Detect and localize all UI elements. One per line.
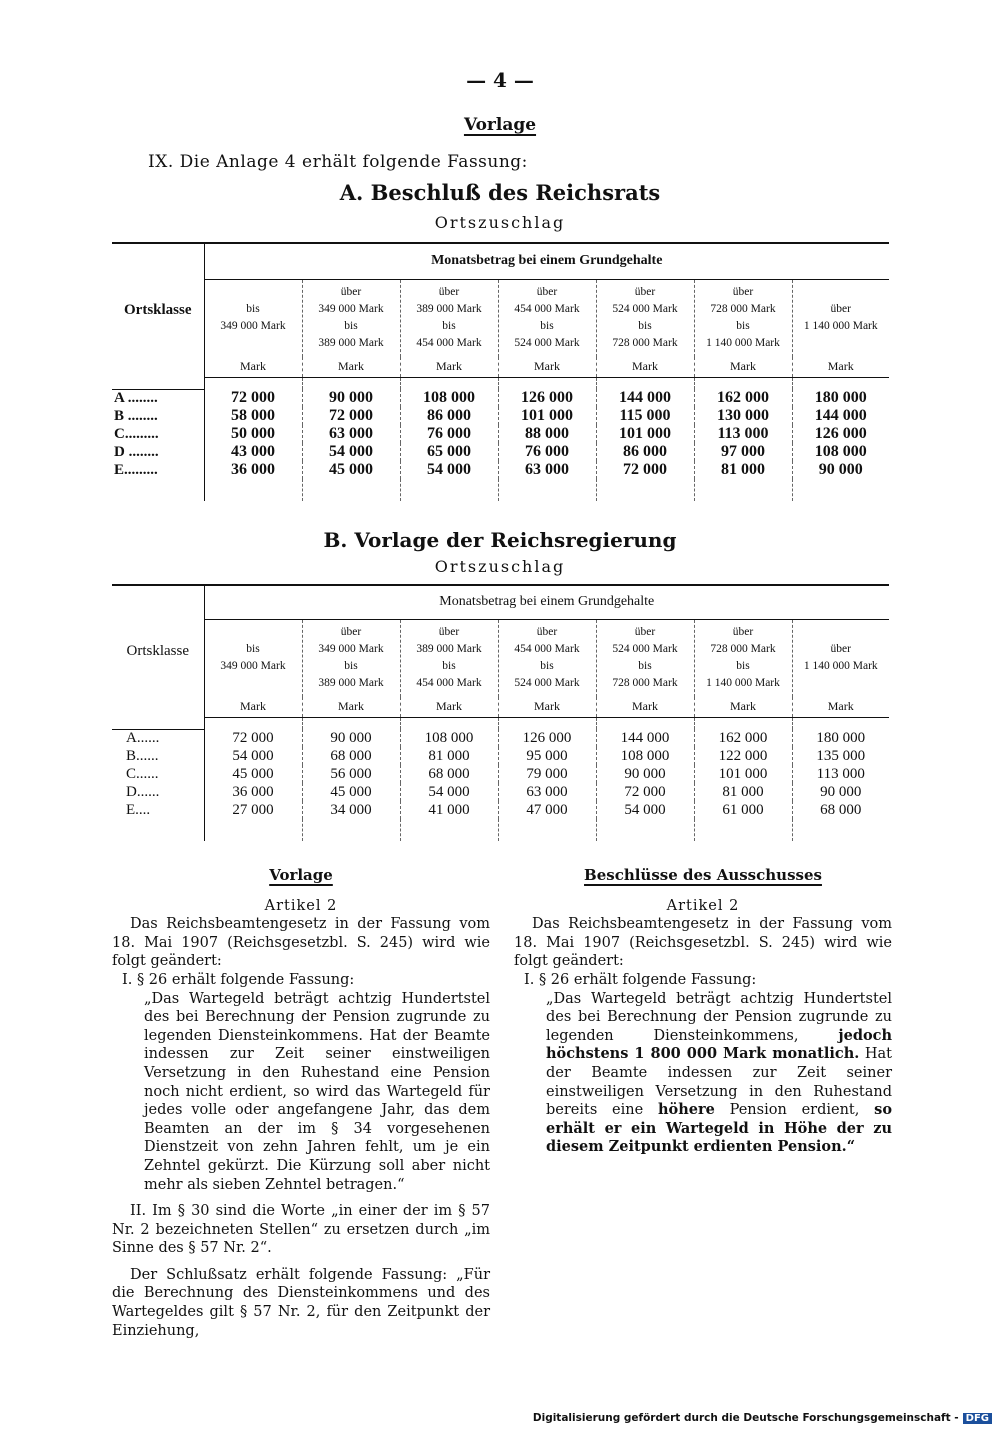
table-cell: 76 000 xyxy=(498,443,596,461)
right-article: Artikel 2 xyxy=(666,897,740,914)
table-a-unit: Mark xyxy=(498,357,596,377)
table-cell: 90 000 xyxy=(792,461,889,479)
footer-text: Digitalisierung gefördert durch die Deutsche Forschungsgemeinschaft - xyxy=(532,1412,959,1424)
table-b-col-header: über 524 000 Mark bis 728 000 Mark xyxy=(596,619,694,697)
table-cell: 113 000 xyxy=(694,425,792,443)
table-row xyxy=(112,729,889,747)
table-cell: 126 000 xyxy=(498,389,596,407)
table-b-unit: Mark xyxy=(302,697,400,717)
table-cell: 101 000 xyxy=(498,407,596,425)
table-row xyxy=(112,389,889,407)
table-b-column-headers xyxy=(112,619,889,697)
table-cell: 79 000 xyxy=(498,765,596,783)
right-p3-text-c: Hat der Beamte indessen zur Zeit seiner einstweiligen Versetzung in den Ruhestand bereits eine xyxy=(546,1046,892,1119)
table-cell: 115 000 xyxy=(596,407,694,425)
table-cell: 72 000 xyxy=(596,461,694,479)
table-cell: 72 000 xyxy=(204,389,302,407)
table-cell: 90 000 xyxy=(302,389,400,407)
table-a-column-headers xyxy=(112,279,889,357)
table-cell: 108 000 xyxy=(792,443,889,461)
table-cell: 47 000 xyxy=(498,801,596,819)
table-cell: 101 000 xyxy=(694,765,792,783)
table-row xyxy=(112,425,889,443)
right-p3-bold-higher: höhere xyxy=(657,1101,715,1119)
table-cell: 45 000 xyxy=(302,783,400,801)
table-cell: 162 000 xyxy=(694,389,792,407)
intro-line: IX. Die Anlage 4 erhält folgende Fassung: xyxy=(148,152,528,172)
page-number: — 4 — xyxy=(466,68,534,92)
row-label: D...... xyxy=(126,783,160,800)
table-cell: 135 000 xyxy=(792,747,889,765)
table-cell: 54 000 xyxy=(204,747,302,765)
table-cell: 88 000 xyxy=(498,425,596,443)
section-a-title: A. Beschluß des Reichsrats xyxy=(339,180,661,205)
table-cell: 72 000 xyxy=(596,783,694,801)
table-cell: 86 000 xyxy=(596,443,694,461)
footer-credit xyxy=(533,1412,992,1424)
table-b-col-header: bis 349 000 Mark xyxy=(204,619,302,697)
table-b-col-header: über 728 000 Mark bis 1 140 000 Mark xyxy=(694,619,792,697)
table-a-unit: Mark xyxy=(596,357,694,377)
table-b xyxy=(112,584,889,841)
table-a xyxy=(112,242,889,501)
table-cell: 36 000 xyxy=(204,461,302,479)
table-cell: 81 000 xyxy=(400,747,498,765)
table-a-corner: Ortsklasse xyxy=(112,243,204,377)
table-cell: 68 000 xyxy=(302,747,400,765)
table-cell: 97 000 xyxy=(694,443,792,461)
table-row xyxy=(112,747,889,765)
table-cell: 90 000 xyxy=(302,729,400,747)
table-cell: 54 000 xyxy=(400,783,498,801)
table-b-col-header: über 349 000 Mark bis 389 000 Mark xyxy=(302,619,400,697)
table-cell: 180 000 xyxy=(792,729,889,747)
table-b-unit: Mark xyxy=(204,697,302,717)
right-heading xyxy=(514,866,892,885)
left-paragraph-3: „Das Wartegeld beträgt achtzig Hundertstel des bei Berechnung der Pension zugrunde zu legenden Diensteinkommens. Hat der Beamte indessen zur Zeit seiner einstweiligen Versetzung in den Ruhestand eine Pension noch nicht erdient, so wird das Wartegeld für jedes volle oder angefangene Jahr, das dem Beamten an der im § 34 vorgesehenen Dienstzeit von zehn Jahren fehlt, um je ein Zehntel gekürzt. Die Kürzung soll aber nicht mehr als sieben Zehntel betragen.“ xyxy=(144,990,490,1193)
table-cell: 72 000 xyxy=(204,729,302,747)
table-cell: 54 000 xyxy=(302,443,400,461)
table-a-unit: Mark xyxy=(302,357,400,377)
section-b-subtitle: Ortszuschlag xyxy=(434,557,566,576)
table-cell: 43 000 xyxy=(204,443,302,461)
table-cell: 122 000 xyxy=(694,747,792,765)
table-cell: 108 000 xyxy=(400,729,498,747)
table-cell: 72 000 xyxy=(302,407,400,425)
table-cell: 41 000 xyxy=(400,801,498,819)
row-label: B...... xyxy=(126,747,159,764)
table-cell: 130 000 xyxy=(694,407,792,425)
table-b-unit: Mark xyxy=(596,697,694,717)
table-cell: 27 000 xyxy=(204,801,302,819)
table-cell: 162 000 xyxy=(694,729,792,747)
table-cell: 63 000 xyxy=(302,425,400,443)
table-row xyxy=(112,801,889,819)
table-cell: 34 000 xyxy=(302,801,400,819)
row-label: D ........ xyxy=(114,443,159,460)
table-cell: 90 000 xyxy=(596,765,694,783)
row-label: C......... xyxy=(114,425,159,442)
left-paragraph-1: Das Reichsbeamtengesetz in der Fassung vom 18. Mai 1907 (Reichsgesetzbl. S. 245) wird wie folgt geändert: xyxy=(112,916,490,970)
left-heading xyxy=(112,866,490,885)
table-b-col-header: über 454 000 Mark bis 524 000 Mark xyxy=(498,619,596,697)
table-row xyxy=(112,443,889,461)
table-cell: 54 000 xyxy=(596,801,694,819)
left-heading-text: Vorlage xyxy=(269,866,333,884)
section-b-title: B. Vorlage der Reichsregierung xyxy=(323,528,677,552)
table-a-unit: Mark xyxy=(204,357,302,377)
row-label: C...... xyxy=(126,765,159,782)
table-a-unit: Mark xyxy=(792,357,889,377)
row-label: E.... xyxy=(126,801,151,818)
right-p3-bold-end: so erhält er ein Wartegeld in Höhe der zu diesem Zeitpunkt erdienten Pension.“ xyxy=(546,1101,892,1156)
table-cell: 108 000 xyxy=(400,389,498,407)
table-b-group-header: Monatsbetrag bei einem Grundgehalte xyxy=(204,585,889,619)
table-a-col-header: über 728 000 Mark bis 1 140 000 Mark xyxy=(694,279,792,357)
table-a-col-header: über 454 000 Mark bis 524 000 Mark xyxy=(498,279,596,357)
table-a-unit-row xyxy=(112,357,889,377)
table-a-unit: Mark xyxy=(400,357,498,377)
left-paragraph-4: II. Im § 30 sind die Worte „in einer der im § 57 Nr. 2 bezeichneten Stellen“ zu ersetzen durch „im Sinne des § 57 Nr. 2“. xyxy=(112,1203,490,1257)
table-b-unit: Mark xyxy=(400,697,498,717)
row-label: A...... xyxy=(126,729,160,746)
right-p3-bold-max: jedoch höchstens 1 800 000 Mark monatlich. xyxy=(546,1026,892,1063)
table-cell: 45 000 xyxy=(302,461,400,479)
left-paragraph-5: Der Schlußsatz erhält folgende Fassung: „Für die Berechnung des Diensteinkommens und des Wartegeldes gilt § 57 Nr. 2, für den Zeitpunkt der Einziehung, xyxy=(112,1266,490,1339)
table-cell: 90 000 xyxy=(792,783,889,801)
right-p3-text-a: „Das Wartegeld beträgt achtzig Hundertstel des bei Berechnung der Pension zugrunde zu legenden Diensteinkommens, xyxy=(546,990,892,1044)
table-cell: 63 000 xyxy=(498,461,596,479)
table-row xyxy=(112,765,889,783)
heading-vorlage-text: Vorlage xyxy=(463,115,537,135)
table-a-unit: Mark xyxy=(694,357,792,377)
table-cell: 144 000 xyxy=(596,389,694,407)
right-paragraph-2: I. § 26 erhält folgende Fassung: xyxy=(524,971,757,988)
table-a-col-header: über 524 000 Mark bis 728 000 Mark xyxy=(596,279,694,357)
table-cell: 86 000 xyxy=(400,407,498,425)
left-column xyxy=(112,866,490,1340)
table-cell: 36 000 xyxy=(204,783,302,801)
table-cell: 81 000 xyxy=(694,783,792,801)
right-paragraph-1: Das Reichsbeamtengesetz in der Fassung vom 18. Mai 1907 (Reichsgesetzbl. S. 245) wird wie folgt geändert: xyxy=(514,916,892,970)
row-label: E......... xyxy=(114,461,158,478)
table-cell: 68 000 xyxy=(792,801,889,819)
table-cell: 76 000 xyxy=(400,425,498,443)
table-b-col-header: über 1 140 000 Mark xyxy=(792,619,889,697)
section-a-subtitle: Ortszuschlag xyxy=(434,213,566,232)
table-cell: 68 000 xyxy=(400,765,498,783)
table-cell: 61 000 xyxy=(694,801,792,819)
table-cell: 95 000 xyxy=(498,747,596,765)
table-cell: 113 000 xyxy=(792,765,889,783)
table-cell: 180 000 xyxy=(792,389,889,407)
table-cell: 63 000 xyxy=(498,783,596,801)
table-a-col-header: über 389 000 Mark bis 454 000 Mark xyxy=(400,279,498,357)
right-heading-text: Beschlüsse des Ausschusses xyxy=(584,866,822,884)
table-cell: 65 000 xyxy=(400,443,498,461)
row-label: B ........ xyxy=(114,407,158,424)
table-a-col-header: über 1 140 000 Mark xyxy=(792,279,889,357)
left-article: Artikel 2 xyxy=(264,897,338,914)
left-paragraph-2: I. § 26 erhält folgende Fassung: xyxy=(122,971,355,988)
table-a-col-header: bis 349 000 Mark xyxy=(204,279,302,357)
table-cell: 56 000 xyxy=(302,765,400,783)
table-cell: 50 000 xyxy=(204,425,302,443)
table-b-unit: Mark xyxy=(694,697,792,717)
right-p3-text-e: Pension erdient, xyxy=(729,1102,860,1119)
table-a-group-header: Monatsbetrag bei einem Grundgehalte xyxy=(204,243,889,279)
table-cell: 144 000 xyxy=(792,407,889,425)
row-label: A ........ xyxy=(114,389,158,406)
table-cell: 101 000 xyxy=(596,425,694,443)
table-b-corner: Ortsklasse xyxy=(112,585,204,717)
table-cell: 126 000 xyxy=(498,729,596,747)
right-column xyxy=(514,866,892,1157)
table-b-unit: Mark xyxy=(792,697,889,717)
table-b-unit-row xyxy=(112,697,889,717)
table-cell: 126 000 xyxy=(792,425,889,443)
table-b-col-header: über 389 000 Mark bis 454 000 Mark xyxy=(400,619,498,697)
dfg-logo: DFG xyxy=(963,1413,992,1424)
right-paragraph-3 xyxy=(514,990,892,1157)
table-a-col-header: über 349 000 Mark bis 389 000 Mark xyxy=(302,279,400,357)
table-cell: 58 000 xyxy=(204,407,302,425)
table-cell: 108 000 xyxy=(596,747,694,765)
table-row xyxy=(112,783,889,801)
table-b-unit: Mark xyxy=(498,697,596,717)
heading-vorlage xyxy=(0,115,1000,135)
table-row xyxy=(112,461,889,479)
table-cell: 45 000 xyxy=(204,765,302,783)
table-row xyxy=(112,407,889,425)
table-cell: 54 000 xyxy=(400,461,498,479)
table-cell: 81 000 xyxy=(694,461,792,479)
table-cell: 144 000 xyxy=(596,729,694,747)
